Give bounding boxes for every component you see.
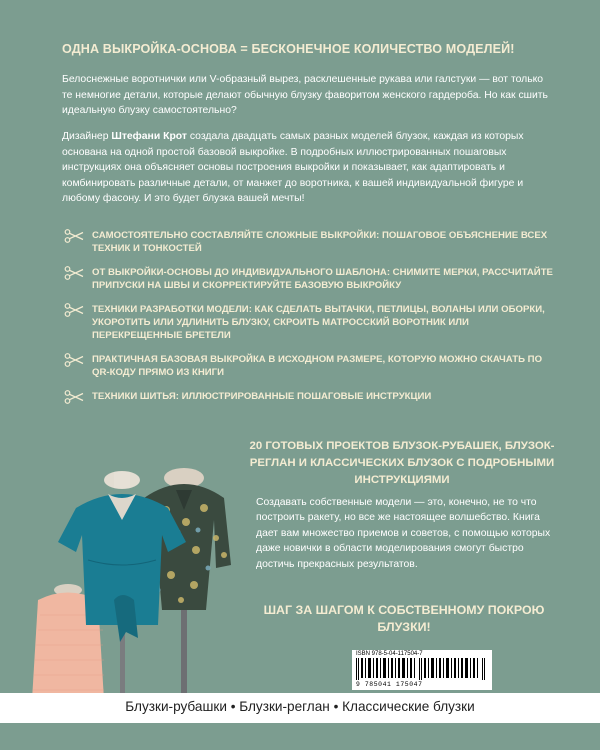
feature-item [64,229,554,255]
projects-heading: 20 ГОТОВЫХ ПРОЕКТОВ БЛУЗОК-РУБАШЕК, БЛУЗОК-РЕГЛАН И КЛАССИЧЕСКИХ БЛУЗОК С ПОДРОБНЫМИ ИНСТРУКЦИЯМИ [249,440,555,486]
feature-item [64,303,554,342]
tagline: ШАГ ЗА ШАГОМ К СОБСТВЕННОМУ ПОКРОЮ БЛУЗКИ! [263,603,545,634]
feature-item [64,353,554,379]
intro-paragraph-2 [62,129,552,207]
book-description: Создавать собственные модели — это, конечно, не то что построить ракету, но все же настоящее волшебство. Книга дает вам множество приемов и советов, с помощью которых даже новички в области моделирования смогут быстро достичь прекрасных результатов. [256,497,551,570]
barcode-bars [356,658,488,680]
intro-paragraph-1: Белоснежные воротнички или V-образный вырез, расклешенные рукава или галстуки — вот только те немногие детали, которые делают обычную блузку фаворитом женского гардероба. Но как сшить идеальную блузку самостоятельно? [62,74,548,117]
scissors-icon [64,353,84,367]
scissors-icon [64,266,84,280]
headline: ОДНА ВЫКРОЙКА-ОСНОВА = БЕСКОНЕЧНОЕ КОЛИЧЕСТВО МОДЕЛЕЙ! [62,42,515,56]
feature-text: САМОСТОЯТЕЛЬНО СОСТАВЛЯЙТЕ СЛОЖНЫЕ ВЫКРОЙКИ: ПОШАГОВОЕ ОБЪЯСНЕНИЕ ВСЕХ ТЕХНИК И ТОНКОСТЕЙ [92,230,548,254]
isbn-number: ISBN 978-5-04-117504-7 [356,651,423,657]
intro-text-rest: создала двадцать самых разных моделей блузок, каждая из которых основана на одной простой базовой выкройке. В подробных иллюстрированных пошаговых инструкциях она объясняет основы построения выкройки и показывает, как адаптировать и комбинировать различные детали, от манжет до воротника, к вашей индивидуальной фигуре и любому фасону. И это будет блузка вашей мечты! [62,131,524,205]
feature-text: ПРАКТИЧНАЯ БАЗОВАЯ ВЫКРОЙКА В ИСХОДНОМ РАЗМЕРЕ, КОТОРУЮ МОЖНО СКАЧАТЬ ПО QR-КОДУ ПРЯМО ИЗ КНИГИ [92,354,543,378]
feature-text: ТЕХНИКИ ШИТЬЯ: ИЛЛЮСТРИРОВАННЫЕ ПОШАГОВЫЕ ИНСТРУКЦИИ [92,391,432,402]
scissors-icon [64,303,84,317]
blouses-photo [26,450,246,700]
isbn-barcode [352,650,492,690]
feature-item [64,266,554,292]
author-name: Штефани Крот [111,131,187,142]
intro-text-start: Дизайнер [62,131,112,142]
scissors-icon [64,390,84,404]
bottom-categories: Блузки-рубашки • Блузки-реглан • Классические блузки [125,699,475,714]
feature-item [64,390,554,403]
scissors-icon [64,229,84,243]
barcode-digits: 9 785041 175047 [356,681,423,688]
feature-text: ОТ ВЫКРОЙКИ-ОСНОВЫ ДО ИНДИВИДУАЛЬНОГО ШАБЛОНА: СНИМИТЕ МЕРКИ, РАССЧИТАЙТЕ ПРИПУСКИ НА ШВЫ И СКОРРЕКТИРУЙТЕ БАЗОВУЮ ВЫКРОЙКУ [92,267,553,291]
feature-text: ТЕХНИКИ РАЗРАБОТКИ МОДЕЛИ: КАК СДЕЛАТЬ ВЫТАЧКИ, ПЕТЛИЦЫ, ВОЛАНЫ ИЛИ ОБОРКИ, УКОРОТИТЬ ИЛИ УДЛИНИТЬ БЛУЗКУ, СКРОИТЬ МАТРОССКИЙ ВОРОТНИК ИЛИ ПЕРЕКРЕЩЕННЫЕ БРЕТЕЛИ [92,304,545,341]
feature-list [64,229,554,414]
